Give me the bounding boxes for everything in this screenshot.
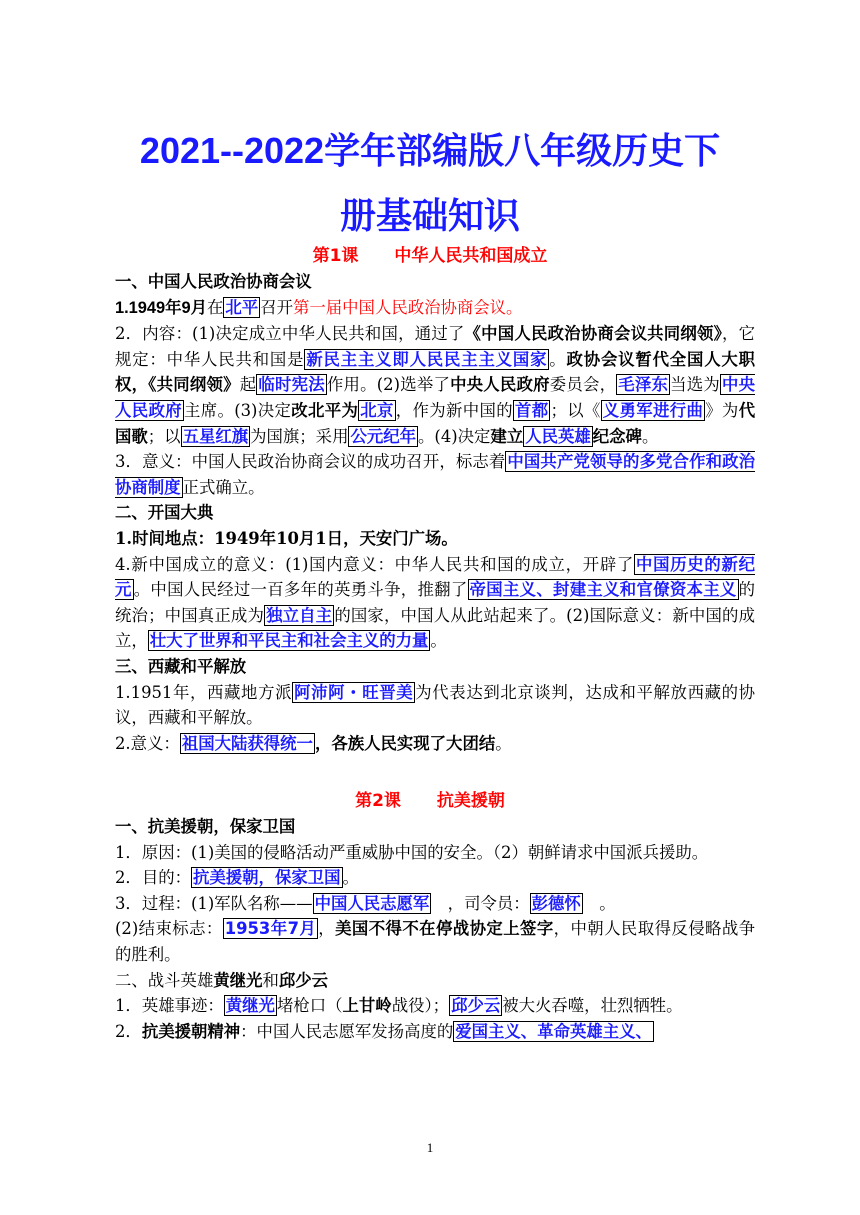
paragraph (115, 916, 755, 967)
key-term: 北京 (360, 400, 394, 420)
text-run: 第一届中国人民政治协商会议。 (292, 297, 523, 317)
key-term: 新民主主义即人民民主主义国家 (306, 349, 548, 369)
key-term: 彭德怀 (531, 893, 581, 913)
key-term: 抗美援朝，保家卫国 (193, 868, 341, 888)
text-run: 黄继光 (213, 970, 263, 990)
text-run: 2．目的： (115, 868, 191, 888)
text-run: 。 (495, 733, 512, 753)
text-run: 。 (430, 631, 447, 651)
section-heading: 一、抗美援朝，保家卫国 (115, 817, 296, 836)
text-run: ，各族人民实现了大团结 (314, 733, 496, 753)
text-run: 4.新中国成立的意义：(1)国内意义：中华人民共和国的成立，开辟了 (115, 554, 635, 574)
paragraph (115, 731, 755, 757)
text-run: ；以《 (550, 400, 601, 420)
key-term: 五星红旗 (182, 426, 249, 446)
key-term: 公元纪年 (350, 426, 417, 446)
text-run: 堵枪口（ (276, 996, 343, 1016)
text-run: 。 (641, 426, 659, 446)
text-run: ：中国人民志愿军发扬高度的 (240, 1021, 454, 1041)
paragraph: 1.时间地点：1949年10月1日，天安门广场。 (115, 528, 458, 548)
text-run: 为国旗；采用 (250, 426, 349, 446)
text-run: 2.意义： (115, 733, 180, 753)
paragraph (115, 449, 755, 500)
text-run: 改北平为 (291, 400, 359, 420)
paragraph (115, 891, 755, 917)
paragraph (115, 321, 755, 449)
text-run: 二、战斗英雄 (115, 970, 214, 990)
lesson-2-number: 第2课 (355, 791, 401, 811)
key-term: 爱国主义、革命英雄主义、 (455, 1021, 652, 1041)
text-run: 3．意义：中国人民政治协商会议的成功召开，标志着 (115, 452, 506, 472)
text-run: 。 (549, 349, 567, 369)
text-run: ；以 (147, 426, 181, 446)
text-run: 中央人民政府 (450, 375, 550, 395)
paragraph (115, 993, 755, 1019)
paragraph: 1．原因：(1)美国的侵略活动严重威胁中国的安全。（2）朝鲜请求中国派兵援助。 (115, 842, 709, 862)
text-run: ，它规定：中华人民共和国是 (115, 324, 755, 369)
key-term: 中国历史的新纪元 (115, 554, 755, 600)
text-run: 为代表达到北京谈判，达成和平解放西藏的协议，西藏和平解放。 (115, 682, 756, 728)
page-title-line-2: 册基础知识 (339, 195, 520, 236)
text-run: 。(4)决定 (418, 426, 491, 446)
text-run: 在 (207, 297, 224, 317)
text-run: 政协会议暂代全国人大职权，《共同纲领》 (115, 349, 756, 395)
key-term: 人民英雄 (525, 426, 591, 446)
section-heading: 一、中国人民政治协商会议 (115, 272, 312, 291)
text-run: 当选为 (670, 375, 721, 395)
paragraph (115, 865, 755, 891)
page-title-line-1: 2021--2022学年部编版八年级历史下 (139, 130, 721, 171)
key-term: 帝国主义、封建主义和官僚资本主义 (469, 580, 737, 600)
text-run: 召开 (260, 297, 293, 317)
text-run: 的统治；中国真正成为 (115, 580, 756, 625)
section-heading (115, 968, 755, 994)
page-number: 1 (426, 1140, 434, 1155)
lesson-2-heading (0, 789, 860, 813)
text-run: 战役）； (391, 996, 450, 1016)
text-run: (2)结束标志： (115, 919, 223, 939)
key-term: 中国人民志愿军 (314, 893, 430, 913)
text-run: 作用。(2)选举了 (326, 375, 451, 395)
text-run: 建立 (490, 426, 524, 446)
text-run: ，作为新中国的 (395, 400, 513, 420)
text-run: 代国歌 (115, 400, 756, 446)
text-run: 。 (582, 893, 616, 913)
text-run: 和 (262, 970, 279, 990)
lesson-1-body (115, 269, 755, 756)
text-run: 的国家，中国人从此站起来了。(2)国际意义：新中国的成立， (115, 605, 756, 651)
text-run: 邱少云 (278, 970, 329, 990)
text-run: 起 (239, 375, 257, 395)
text-run: 美国不得不在停战协定上签字 (335, 919, 554, 939)
text-run: 3．过程：(1)军队名称—— (115, 893, 313, 913)
key-term: 毛泽东 (618, 375, 669, 395)
key-term: 黄继光 (225, 996, 275, 1016)
lesson-2-name: 抗美援朝 (436, 791, 505, 811)
lesson-1-name: 中华人民共和国成立 (394, 246, 548, 266)
key-term: 首都 (514, 400, 549, 420)
text-run: 1．英雄事迹： (115, 996, 224, 1016)
paragraph (115, 295, 755, 322)
lesson-1-heading (0, 244, 860, 268)
text-run: 2．内容：(1)决定成立中华人民共和国，通过了 (115, 324, 465, 344)
key-term: 独立自主 (266, 605, 333, 625)
text-run: 纪念碑 (592, 426, 642, 446)
key-term: 邱少云 (451, 996, 501, 1016)
lesson-1-number: 第1课 (312, 246, 359, 266)
text-run: ，中朝人民取得反侵略战争的胜利。 (115, 919, 756, 964)
key-term: 中央人民政府 (115, 375, 756, 420)
text-run: 《中国人民政治协商会议共同纲领》 (464, 324, 722, 344)
paragraph (115, 680, 755, 731)
key-term: 临时宪法 (258, 375, 325, 395)
text-run: 抗美援朝精神 (141, 1021, 241, 1041)
paragraph (115, 1019, 755, 1045)
text-run: 》为 (705, 400, 739, 420)
key-term: 义勇军进行曲 (602, 400, 704, 420)
text-run: 委员会， (549, 375, 617, 395)
text-run: 主席。(3)决定 (183, 400, 292, 420)
key-term: 祖国大陆获得统一 (181, 733, 313, 753)
text-run: 。中国人民经过一百多年的英勇斗争，推翻了 (133, 580, 468, 600)
lesson-2-body (115, 814, 755, 1044)
text-run: 1.1951年，西藏地方派 (115, 682, 293, 702)
text-run: ， (318, 919, 336, 939)
text-run: 。 (342, 868, 359, 888)
section-heading: 三、西藏和平解放 (115, 656, 247, 676)
key-term: 1953年7月 (224, 919, 317, 939)
text-run: 1.1949年9月 (115, 298, 208, 317)
key-term: 壮大了世界和平民主和社会主义的力量 (149, 631, 429, 651)
key-term: 北平 (225, 297, 259, 317)
paragraph (115, 552, 755, 654)
key-term: 阿沛阿・旺晋美 (294, 682, 414, 702)
text-run: ，司令员： (431, 893, 530, 913)
text-run: 上甘岭 (342, 996, 392, 1016)
text-run: 2． (115, 1021, 142, 1041)
key-term: 中国共产党领导的多党合作和政治协商制度 (115, 452, 756, 497)
section-heading: 二、开国大典 (115, 503, 214, 523)
text-run: 正式确立。 (182, 477, 265, 497)
text-run: 被大火吞噬，壮烈牺牲。 (502, 996, 683, 1016)
